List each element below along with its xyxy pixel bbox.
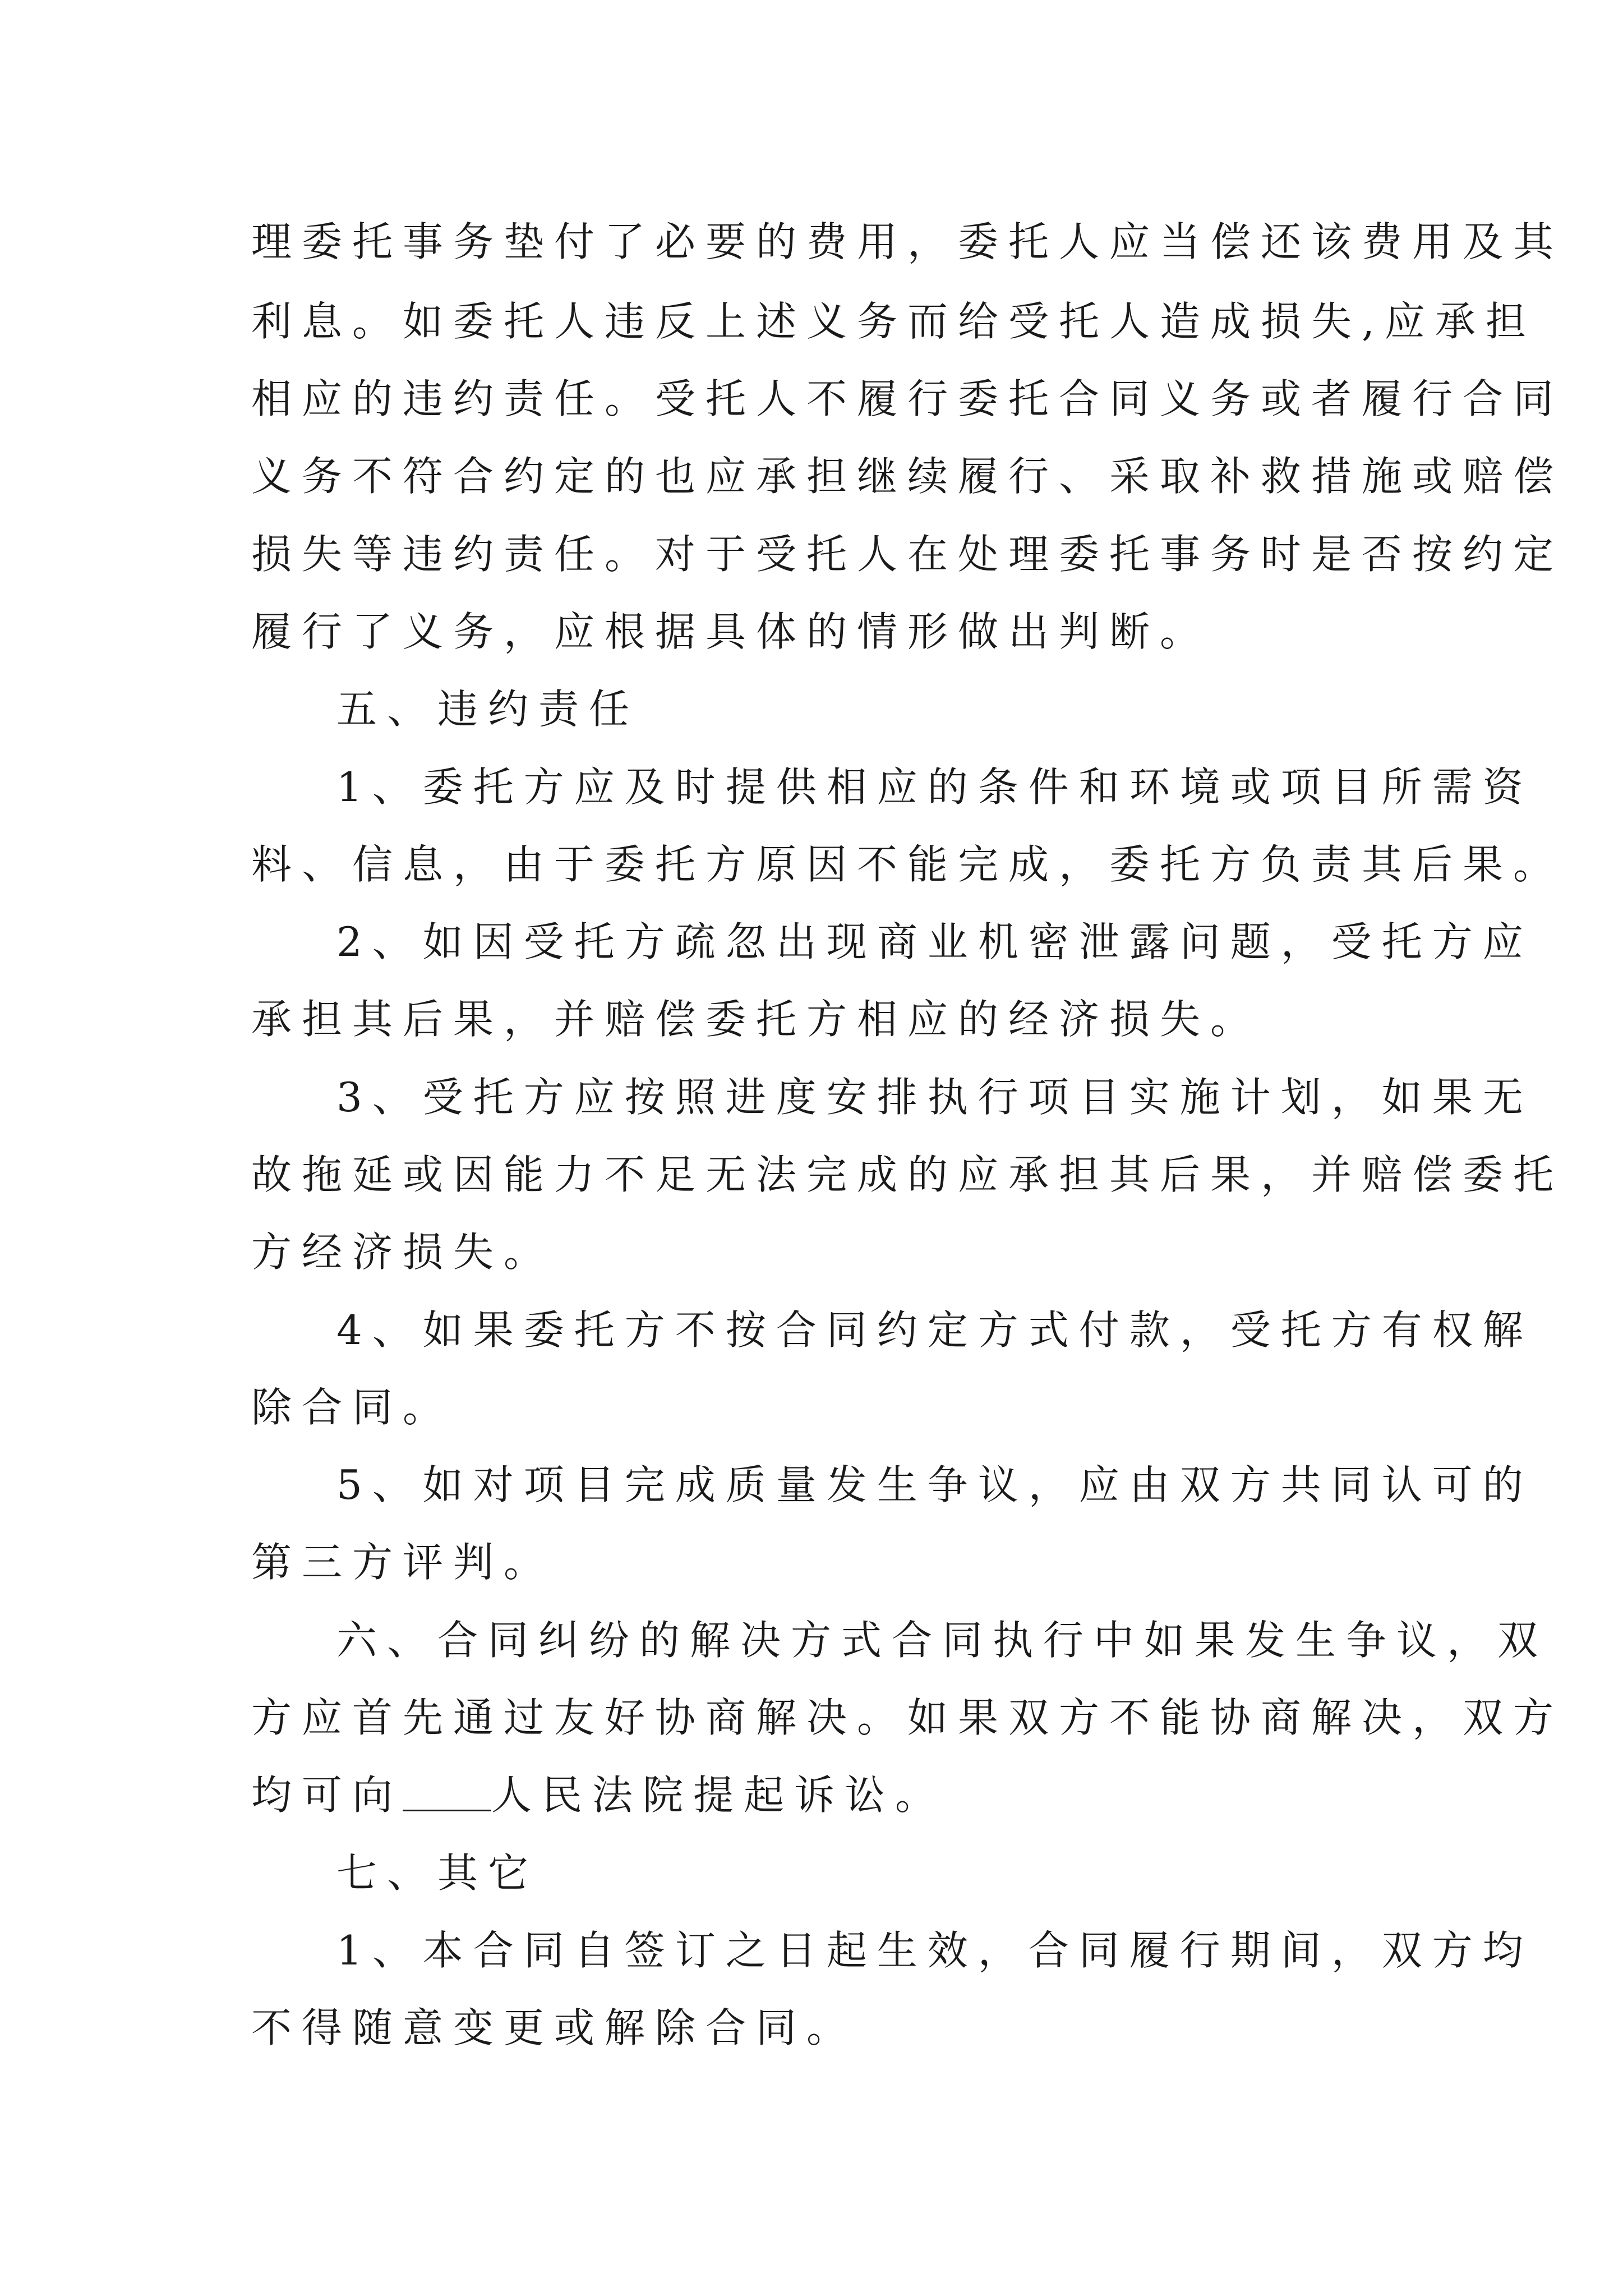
clause-line: 2、如因受托方疏忽出现商业机密泄露问题，受托方应 bbox=[336, 918, 1533, 965]
clause-line: 故拖延或因能力不足无法完成的应承担其后果，并赔偿委托 bbox=[251, 1151, 1564, 1198]
clause-line: 方经济损失。 bbox=[251, 1228, 555, 1276]
clause-line: 除合同。 bbox=[251, 1384, 454, 1431]
body-text-line: 义务不符合约定的也应承担继续履行、采取补救措施或赔偿 bbox=[251, 453, 1564, 500]
clause-line: 1、委托方应及时提供相应的条件和环境或项目所需资 bbox=[336, 763, 1533, 811]
clause-line: 5、如对项目完成质量发生争议，应由双方共同认可的 bbox=[336, 1461, 1533, 1508]
clause-line: 4、如果委托方不按合同约定方式付款，受托方有权解 bbox=[336, 1306, 1533, 1354]
body-text-line bbox=[251, 1772, 946, 1819]
body-text-line: 损失等违约责任。对于受托人在处理委托事务时是否按约定 bbox=[251, 531, 1564, 578]
section-heading-7: 七、其它 bbox=[336, 1849, 539, 1897]
text-before-blank: 均可向 bbox=[251, 1772, 403, 1819]
section-heading-5: 五、违约责任 bbox=[336, 685, 640, 733]
clause-line: 3、受托方应按照进度安排执行项目实施计划，如果无 bbox=[336, 1074, 1533, 1121]
clause-line: 承担其后果，并赔偿委托方相应的经济损失。 bbox=[251, 996, 1261, 1043]
clause-line: 1、本合同自签订之日起生效，合同履行期间，双方均 bbox=[336, 1927, 1533, 1974]
section-heading-6: 六、合同纠纷的解决方式合同执行中如果发生争议，双 bbox=[336, 1617, 1548, 1664]
body-text-line: 理委托事务垫付了必要的费用，委托人应当偿还该费用及其 bbox=[251, 218, 1564, 265]
clause-line: 料、信息，由于委托方原因不能完成，委托方负责其后果。 bbox=[251, 841, 1564, 888]
body-text-line: 方应首先通过友好协商解决。如果双方不能协商解决，双方 bbox=[251, 1694, 1564, 1741]
clause-line: 第三方评判。 bbox=[251, 1539, 555, 1586]
body-text-line: 相应的违约责任。受托人不履行委托合同义务或者履行合同 bbox=[251, 375, 1564, 422]
clause-line: 不得随意变更或解除合同。 bbox=[251, 2004, 857, 2051]
text-after-blank: 人民法院提起诉讼。 bbox=[491, 1772, 946, 1819]
fill-in-blank bbox=[403, 1806, 491, 1811]
body-text-line: 履行了义务，应根据具体的情形做出判断。 bbox=[251, 608, 1211, 655]
body-text-line: 利息。如委托人违反上述义务而给受托人造成损失,应承担 bbox=[251, 298, 1536, 345]
